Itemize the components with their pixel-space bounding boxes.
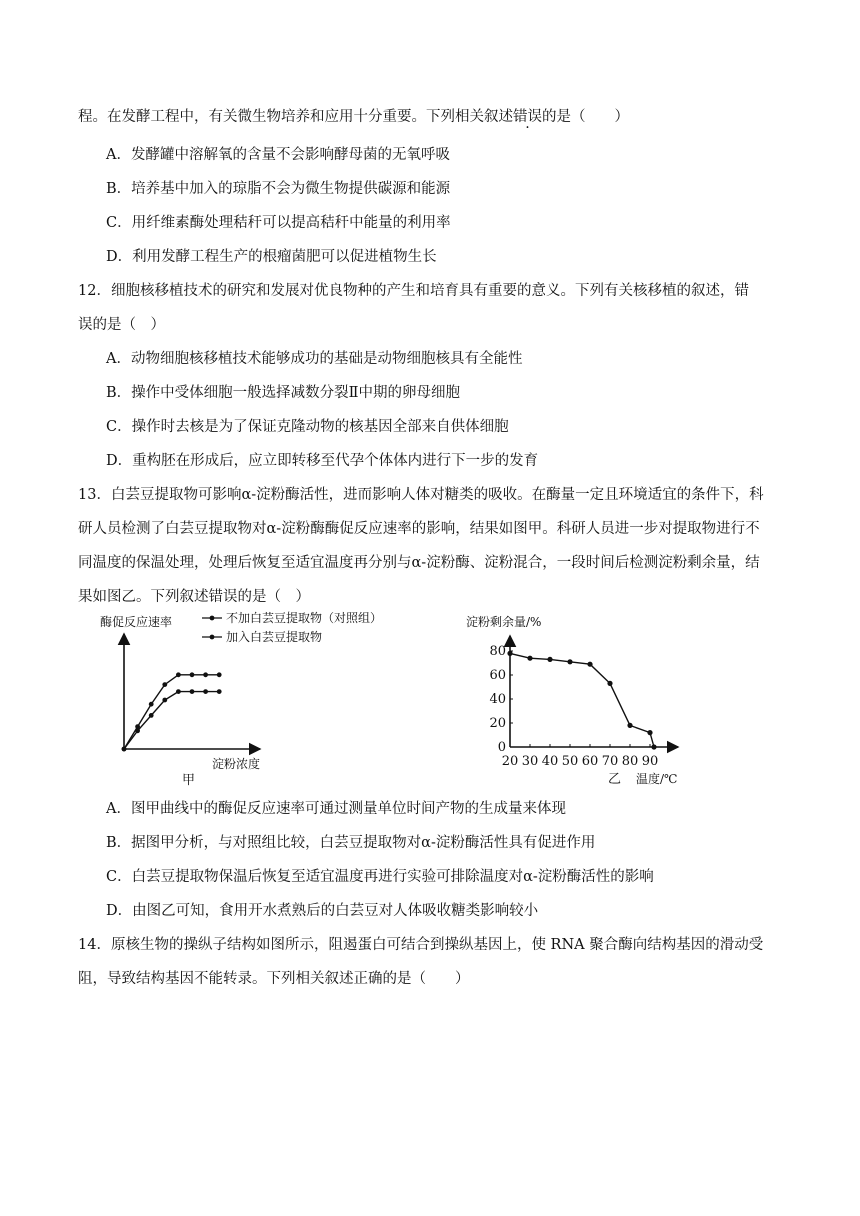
yi-point-5 [607, 681, 612, 686]
chart-jia-series [122, 672, 222, 751]
chart-yi-series [507, 651, 656, 750]
chart-jia-xlabel: 淀粉浓度 [212, 757, 261, 771]
jia-series-line-1 [124, 675, 219, 749]
yi-point-3 [567, 659, 572, 664]
jia-legend-label-1: 不加白芸豆提取物（对照组） [226, 611, 383, 625]
chart-jia-legend [202, 610, 382, 644]
yi-point-6 [627, 723, 632, 728]
jia-point-2-0 [122, 747, 127, 752]
yi-point-2 [547, 657, 552, 662]
yi-point-1 [527, 656, 532, 661]
yi-point-4 [587, 662, 592, 667]
jia-point-2-4 [176, 689, 181, 694]
q11-stem [78, 107, 629, 127]
jia-point-2-6 [203, 689, 208, 694]
q12-stem-line-2: 误的是（ ） [78, 317, 165, 333]
q11-stem-emphasis: 错误 [513, 109, 542, 125]
jia-legend-marker-1 [210, 616, 215, 621]
yi-xtick-label-70: 70 [601, 754, 619, 769]
q12-stem-line-1: 12．细胞核移植技术的研究和发展对优良物种的产生和培育具有重要的意义。下列有关核移植的叙述，错 [78, 283, 749, 299]
chart-yi [460, 606, 700, 792]
q11-option-c: C．用纤维素酶处理秸秆可以提高秸秆中能量的利用率 [106, 215, 451, 231]
jia-point-1-7 [217, 672, 222, 677]
q13-stem-line-2: 研人员检测了白芸豆提取物对α-淀粉酶酶促反应速率的影响，结果如图甲。科研人员进一步对提取物进行不 [78, 521, 760, 537]
jia-series-line-2 [124, 692, 219, 749]
q13-stem-line-3: 同温度的保温处理，处理后恢复至适宜温度再分别与α-淀粉酶、淀粉混合，一段时间后检测淀粉剩余量，结 [78, 555, 760, 571]
q13-option-d: D．由图乙可知，食用开水煮熟后的白芸豆对人体吸收糖类影响较小 [106, 903, 539, 919]
yi-xtick-label-90: 90 [641, 754, 659, 769]
chart-yi-xlabel: 温度/℃ [636, 772, 678, 786]
yi-xtick-label-20: 20 [501, 754, 519, 769]
yi-ytick-label-80: 80 [489, 644, 506, 659]
jia-point-1-5 [190, 672, 195, 677]
q13-stem-line-1: 13．白芸豆提取物可影响α-淀粉酶活性，进而影响人体对糖类的吸收。在酶量一定且环境适宜的条件下，科 [78, 487, 764, 503]
yi-point-0 [507, 651, 512, 656]
jia-point-2-7 [217, 689, 222, 694]
q11-option-b: B．培养基中加入的琼脂不会为微生物提供碳源和能源 [106, 181, 451, 197]
q13-option-b: B．据图甲分析，与对照组比较，白芸豆提取物对α-淀粉酶活性具有促进作用 [106, 835, 596, 851]
jia-point-1-6 [203, 672, 208, 677]
yi-xtick-label-30: 30 [521, 754, 539, 769]
jia-point-2-5 [190, 689, 195, 694]
q12-option-a: A．动物细胞核移植技术能够成功的基础是动物细胞核具有全能性 [106, 351, 523, 367]
yi-xtick-label-50: 50 [561, 754, 579, 769]
q11-option-a: A．发酵罐中溶解氧的含量不会影响酵母菌的无氧呼吸 [106, 147, 450, 163]
q11-option-d: D．利用发酵工程生产的根瘤菌肥可以促进植物生长 [106, 249, 437, 265]
jia-legend-label-2: 加入白芸豆提取物 [226, 630, 323, 644]
q12-option-c: C．操作时去核是为了保证克隆动物的核基因全部来自供体细胞 [106, 419, 509, 435]
jia-point-1-3 [162, 682, 167, 687]
yi-xtick-label-60: 60 [581, 754, 599, 769]
yi-xtick-label-40: 40 [541, 754, 559, 769]
q13-option-a: A．图甲曲线中的酶促反应速率可通过测量单位时间产物的生成量来体现 [106, 801, 566, 817]
jia-point-2-1 [135, 728, 140, 733]
yi-ytick-label-40: 40 [489, 692, 506, 707]
q14-stem-line-1: 14．原核生物的操纵子结构如图所示，阻遏蛋白可结合到操纵基因上，使 RNA 聚合酶向结构基因的滑动受 [78, 937, 764, 953]
q13-stem-line-4: 果如图乙。下列叙述错误的是（ ） [78, 589, 310, 605]
chart-jia [100, 606, 400, 792]
q14-stem-line-2: 阻，导致结构基因不能转录。下列相关叙述正确的是（ ） [78, 971, 470, 987]
q11-stem-pre: 程。在发酵工程中，有关微生物培养和应用十分重要。下列相关叙述 [78, 109, 513, 125]
yi-xtick-label-80: 80 [621, 754, 639, 769]
q12-option-b: B．操作中受体细胞一般选择减数分裂Ⅱ中期的卵母细胞 [106, 385, 461, 401]
yi-ytick-label-60: 60 [489, 668, 506, 683]
yi-series-line [510, 653, 654, 747]
jia-point-1-4 [176, 672, 181, 677]
q13-option-c: C．白芸豆提取物保温后恢复至适宜温度再进行实验可排除温度对α-淀粉酶活性的影响 [106, 869, 654, 885]
jia-legend-marker-2 [210, 635, 215, 640]
chart-jia-ylabel: 酶促反应速率 [100, 615, 173, 629]
yi-ytick-label-20: 20 [489, 716, 506, 731]
q11-stem-post: 的是（ ） [542, 109, 629, 125]
jia-point-2-2 [149, 713, 154, 718]
jia-point-1-2 [149, 702, 154, 707]
chart-jia-caption: 甲 [182, 773, 196, 788]
q12-option-d: D．重构胚在形成后，应立即转移至代孕个体体内进行下一步的发育 [106, 453, 539, 469]
yi-ytick-label-0: 0 [497, 740, 506, 755]
jia-point-2-3 [162, 698, 167, 703]
yi-point-7 [647, 730, 652, 735]
chart-yi-ylabel: 淀粉剩余量/% [466, 615, 542, 629]
chart-yi-caption: 乙 [608, 772, 622, 787]
yi-point-8 [651, 744, 656, 749]
